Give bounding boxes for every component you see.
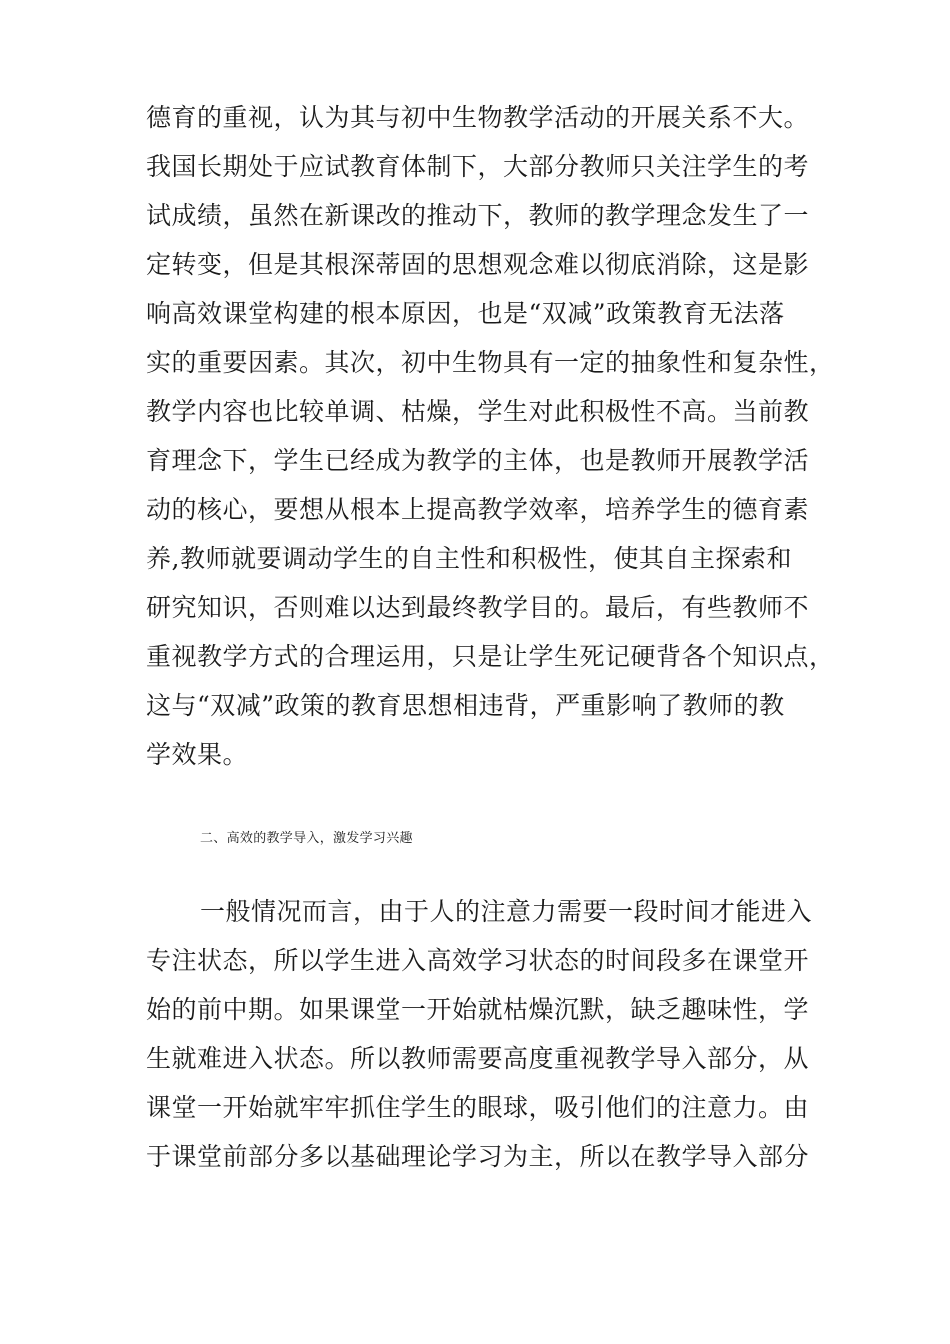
text-line: 始的前中期。如果课堂一开始就枯燥沉默，缺乏趣味性，学 [146, 995, 810, 1024]
text-line: 课堂一开始就牢牢抓住学生的眼球，吸引他们的注意力。由 [146, 1093, 810, 1122]
text-line: 一般情况而言，由于人的注意力需要一段时间才能进入 [200, 897, 813, 926]
text-line: 学效果。 [146, 740, 249, 769]
text-line: 实的重要因素。其次，初中生物具有一定的抽象性和复杂性， [146, 348, 835, 377]
text-line: 于课堂前部分多以基础理论学习为主，所以在教学导入部分 [146, 1142, 810, 1171]
text-line: 教学内容也比较单调、枯燥，学生对此积极性不高。当前教 [146, 397, 810, 426]
text-line: 研究知识，否则难以达到最终教学目的。最后，有些教师不 [146, 593, 810, 622]
text-line: 这与“双减”政策的教育思想相违背，严重影响了教师的教 [146, 691, 785, 720]
text-line: 德育的重视，认为其与初中生物教学活动的开展关系不大。 [146, 103, 810, 132]
text-line: 养,教师就要调动学生的自主性和积极性，使其自主探索和 [146, 544, 792, 573]
text-line: 生就难进入状态。所以教师需要高度重视教学导入部分，从 [146, 1044, 810, 1073]
text-line: 我国长期处于应试教育体制下，大部分教师只关注学生的考 [146, 152, 810, 181]
text-line: 专注状态，所以学生进入高效学习状态的时间段多在课堂开 [146, 946, 810, 975]
text-line: 育理念下，学生已经成为教学的主体，也是教师开展教学活 [146, 446, 810, 475]
text-line: 动的核心，要想从根本上提高教学效率，培养学生的德育素 [146, 495, 810, 524]
text-line: 试成绩，虽然在新课改的推动下，教师的教学理念发生了一 [146, 201, 810, 230]
text-line: 响高效课堂构建的根本原因，也是“双减”政策教育无法落 [146, 299, 785, 328]
text-line: 重视教学方式的合理运用，只是让学生死记硬背各个知识点， [146, 642, 835, 671]
section-heading: 二、高效的教学导入，激发学习兴趣 [200, 831, 413, 846]
text-line: 定转变，但是其根深蒂固的思想观念难以彻底消除，这是影 [146, 250, 810, 279]
